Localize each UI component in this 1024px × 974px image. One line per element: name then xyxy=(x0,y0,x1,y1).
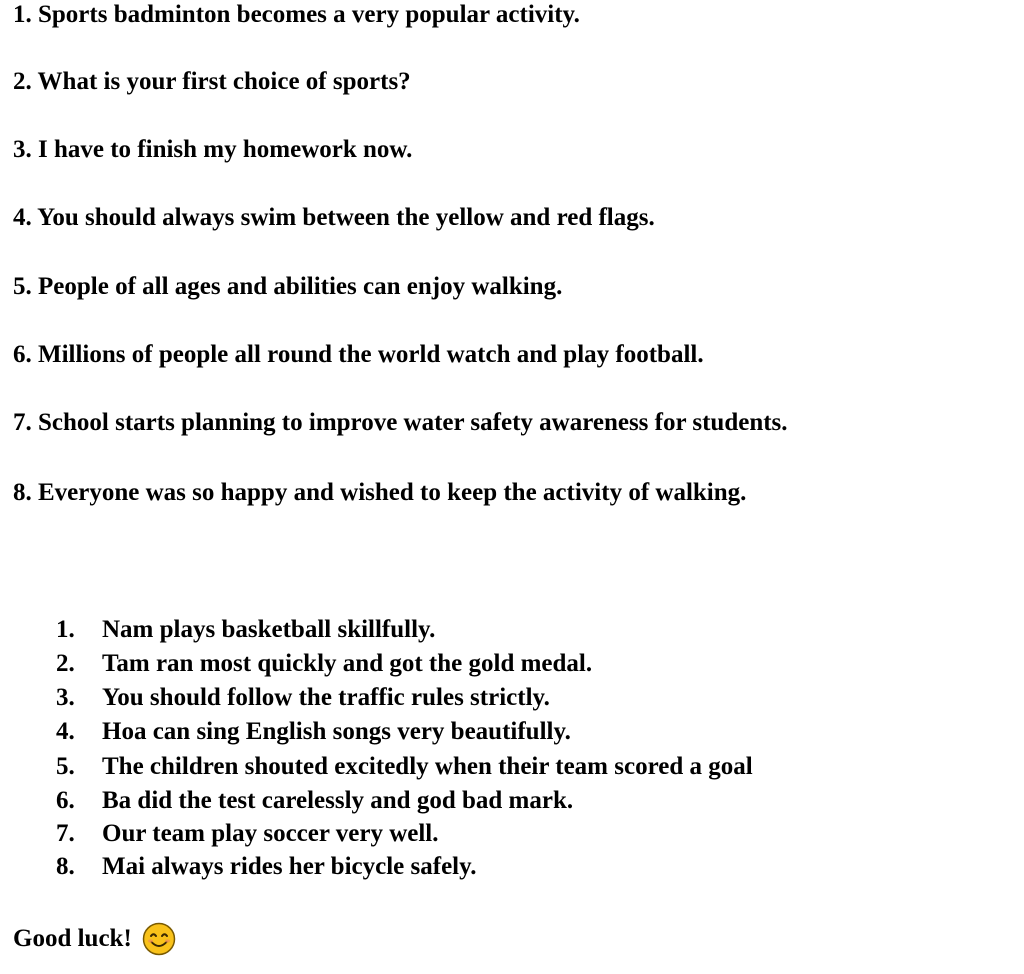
sentence-item: 5. People of all ages and abilities can enjoy walking. xyxy=(13,273,563,300)
sentence-item: 1. Sports badminton becomes a very popular activity. xyxy=(13,1,580,28)
smiling-face-icon xyxy=(142,922,176,956)
closing-line xyxy=(13,921,176,957)
answer-text: Nam plays basketball skillfully. xyxy=(102,616,436,643)
sentence-item: 8. Everyone was so happy and wished to keep the activity of walking. xyxy=(13,479,747,506)
answer-text: The children shouted excitedly when their team scored a goal xyxy=(102,753,753,780)
sentence-item: 3. I have to finish my homework now. xyxy=(13,136,413,163)
answer-text: Hoa can sing English songs very beautifully. xyxy=(102,718,571,745)
answer-text: Tam ran most quickly and got the gold medal. xyxy=(102,650,593,677)
answer-number: 5. xyxy=(56,753,75,780)
answer-text: Mai always rides her bicycle safely. xyxy=(102,853,477,880)
answer-number: 8. xyxy=(56,853,75,880)
answer-number: 1. xyxy=(56,616,75,643)
answer-text: Ba did the test carelessly and god bad mark. xyxy=(102,787,574,814)
sentence-item: 2. What is your first choice of sports? xyxy=(13,68,411,95)
answer-number: 4. xyxy=(56,718,75,745)
answer-number: 6. xyxy=(56,787,75,814)
answer-number: 2. xyxy=(56,650,75,677)
answer-text: You should follow the traffic rules strictly. xyxy=(102,684,550,711)
sentence-item: 4. You should always swim between the yellow and red flags. xyxy=(13,204,655,231)
sentence-item: 6. Millions of people all round the world watch and play football. xyxy=(13,341,704,368)
closing-text: Good luck! xyxy=(13,925,132,952)
answer-number: 3. xyxy=(56,684,75,711)
answer-text: Our team play soccer very well. xyxy=(102,820,439,847)
answer-number: 7. xyxy=(56,820,75,847)
sentence-item: 7. School starts planning to improve water safety awareness for students. xyxy=(13,409,788,436)
